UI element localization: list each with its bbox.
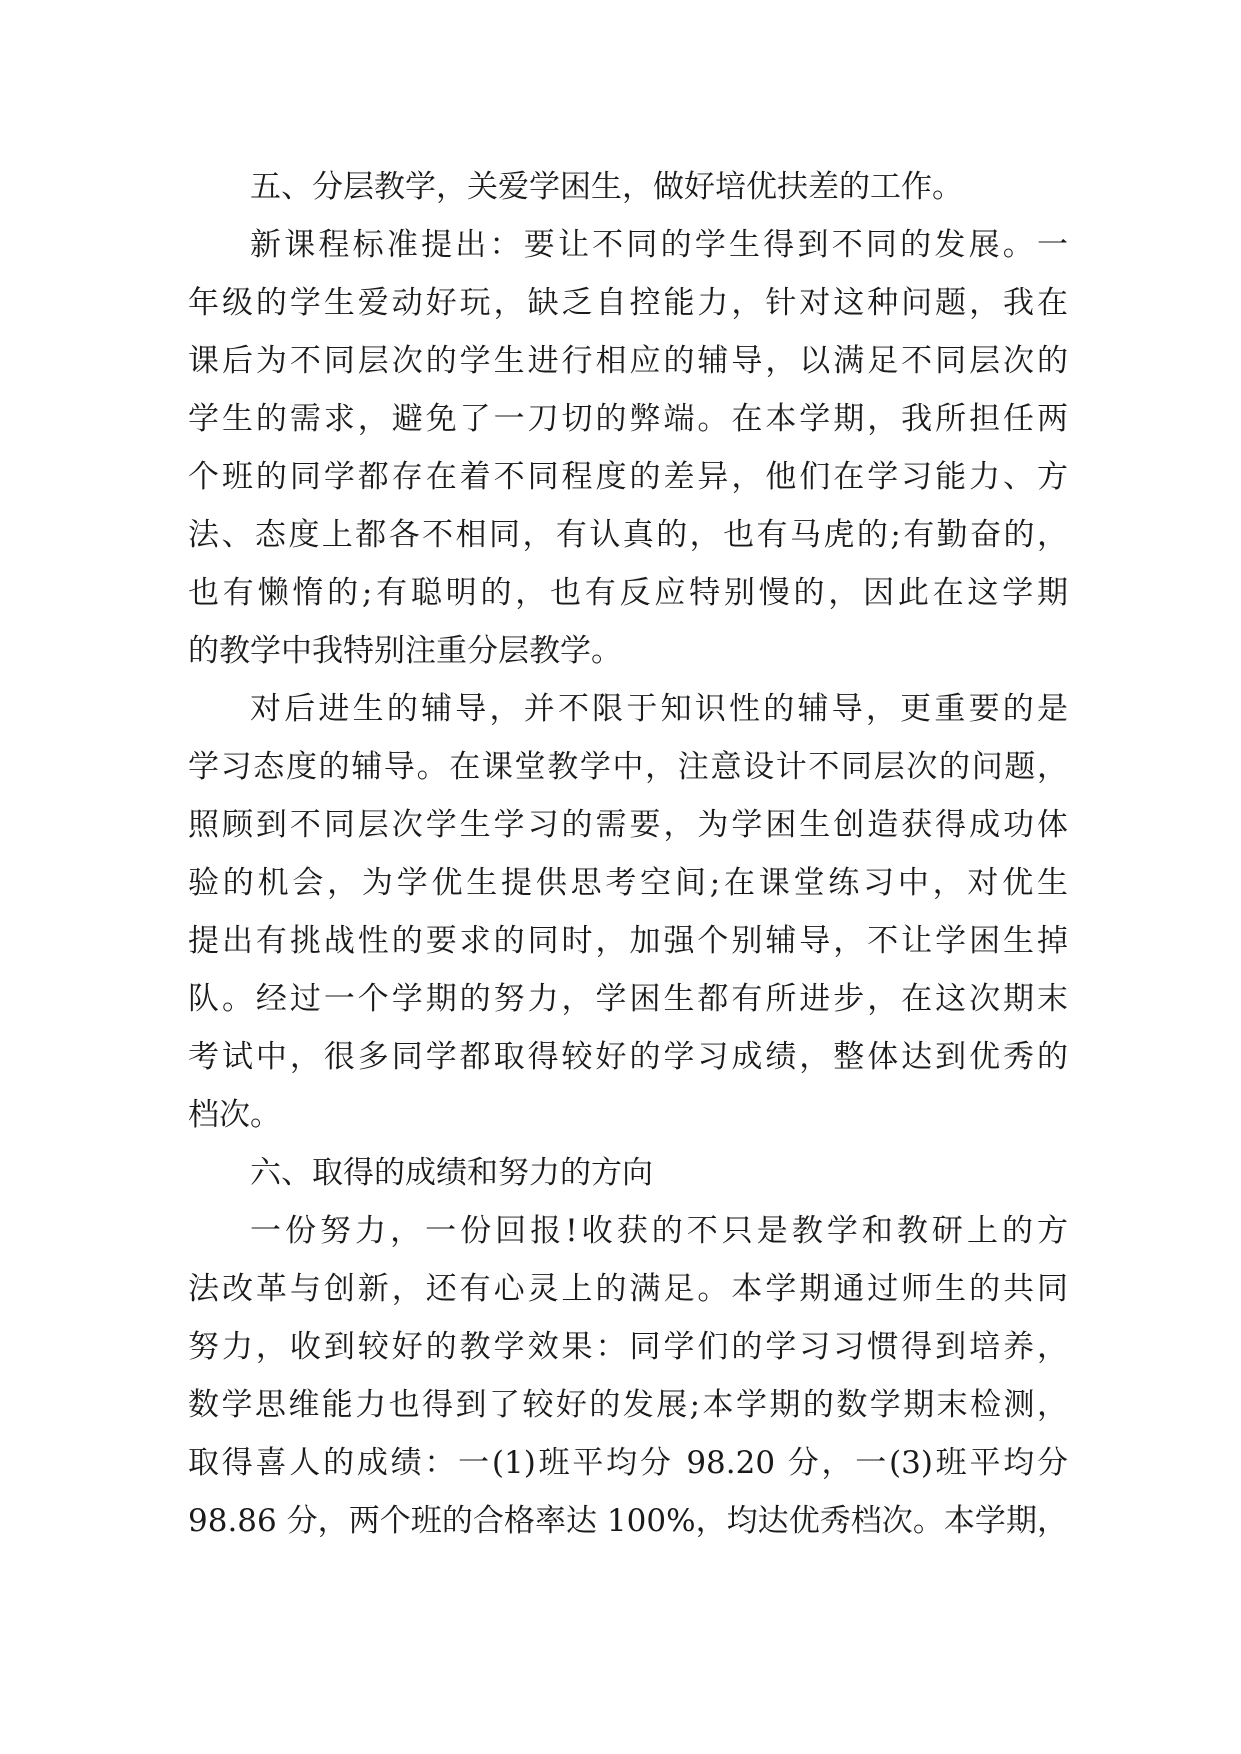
text-line: 学生的需求，避免了一刀切的弊端。在本学期，我所担任两 (188, 401, 1068, 437)
text-line: 验的机会，为学优生提供思考空间;在课堂练习中，对优生 (188, 865, 1068, 901)
text-line: 六、取得的成绩和努力的方向 (250, 1155, 653, 1191)
text-line: 队。经过一个学期的努力，学困生都有所进步，在这次期末 (188, 981, 1068, 1017)
text-line: 法、态度上都各不相同，有认真的，也有马虎的;有勤奋的， (188, 517, 1068, 553)
text-line: 取得喜人的成绩：一(1)班平均分 98.20 分，一(3)班平均分 (188, 1445, 1068, 1481)
text-line: 新课程标准提出：要让不同的学生得到不同的发展。一 (250, 227, 1068, 263)
text-line: 提出有挑战性的要求的同时，加强个别辅导，不让学困生掉 (188, 923, 1068, 959)
text-line: 的教学中我特别注重分层教学。 (188, 633, 622, 669)
text-line: 数学思维能力也得到了较好的发展;本学期的数学期末检测， (188, 1387, 1068, 1423)
text-line: 照顾到不同层次学生学习的需要，为学困生创造获得成功体 (188, 807, 1068, 843)
text-line: 年级的学生爱动好玩，缺乏自控能力，针对这种问题，我在 (188, 285, 1068, 321)
text-line: 法改革与创新，还有心灵上的满足。本学期通过师生的共同 (188, 1271, 1068, 1307)
text-line: 学习态度的辅导。在课堂教学中，注意设计不同层次的问题， (188, 749, 1068, 785)
text-line: 课后为不同层次的学生进行相应的辅导，以满足不同层次的 (188, 343, 1068, 379)
text-line: 考试中，很多同学都取得较好的学习成绩，整体达到优秀的 (188, 1039, 1068, 1075)
text-line: 努力，收到较好的教学效果：同学们的学习习惯得到培养， (188, 1329, 1068, 1365)
text-line: 个班的同学都存在着不同程度的差异，他们在学习能力、方 (188, 459, 1068, 495)
document-body (188, 158, 1068, 1550)
text-line: 档次。 (188, 1097, 281, 1133)
text-line: 对后进生的辅导，并不限于知识性的辅导，更重要的是 (250, 691, 1068, 727)
text-line: 也有懒惰的;有聪明的，也有反应特别慢的，因此在这学期 (188, 575, 1068, 611)
text-line: 一份努力，一份回报!收获的不只是教学和教研上的方 (250, 1213, 1068, 1249)
text-line: 98.86 分，两个班的合格率达 100%，均达优秀档次。本学期， (188, 1503, 1068, 1539)
text-line: 五、分层教学，关爱学困生，做好培优扶差的工作。 (250, 169, 963, 205)
